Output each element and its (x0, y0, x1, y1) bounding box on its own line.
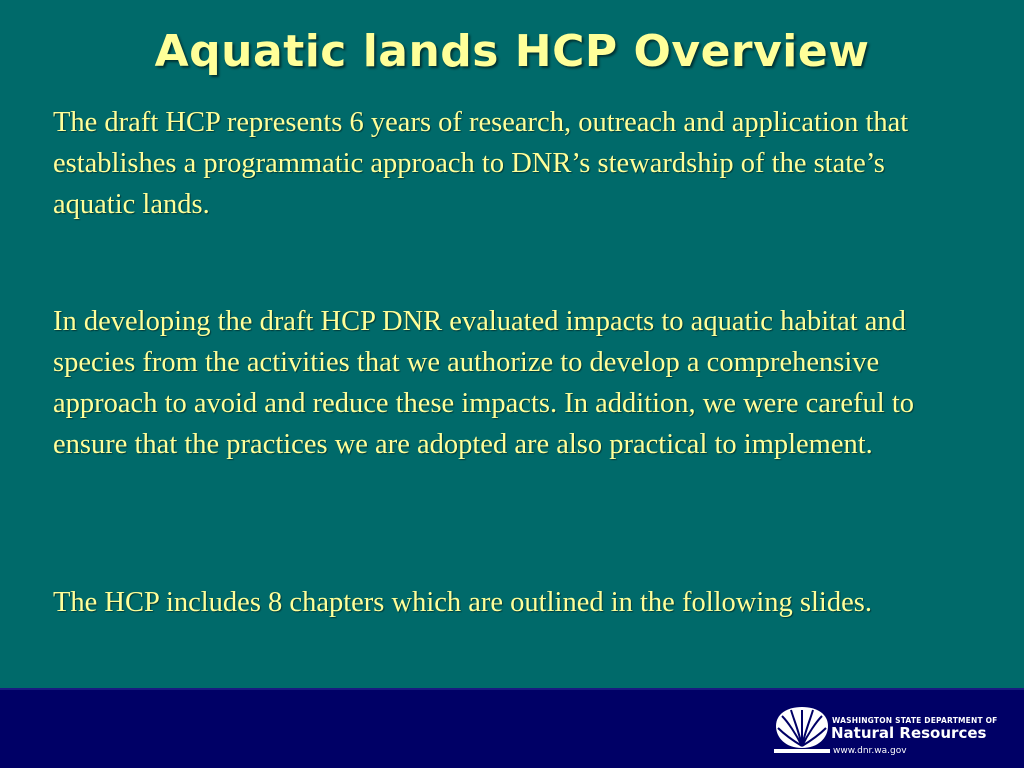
slide-footer (0, 688, 1024, 768)
paragraph-impacts: In developing the draft HCP DNR evaluated impacts to aquatic habitat and species from the activities that we authorize to develop a comprehensive approach to avoid and reduce these impacts. In addition, we were careful to ensure that the practices we are adopted are also practical to implement. (53, 306, 914, 460)
paragraph-hcp-summary: The draft HCP represents 6 years of research, outreach and application that establishes a programmatic approach to DNR’s stewardship of the state’s aquatic lands. (53, 107, 909, 220)
org-department-line: WASHINGTON STATE DEPARTMENT OF (832, 716, 998, 725)
slide-body (53, 102, 973, 618)
paragraph-chapters: The HCP includes 8 chapters which are outlined in the following slides. (53, 587, 872, 618)
org-url: www.dnr.wa.gov (833, 746, 907, 756)
dnr-fan-logo-icon (772, 704, 832, 756)
org-name: Natural Resources (831, 724, 987, 742)
slide-title: Aquatic lands HCP Overview (154, 26, 870, 77)
